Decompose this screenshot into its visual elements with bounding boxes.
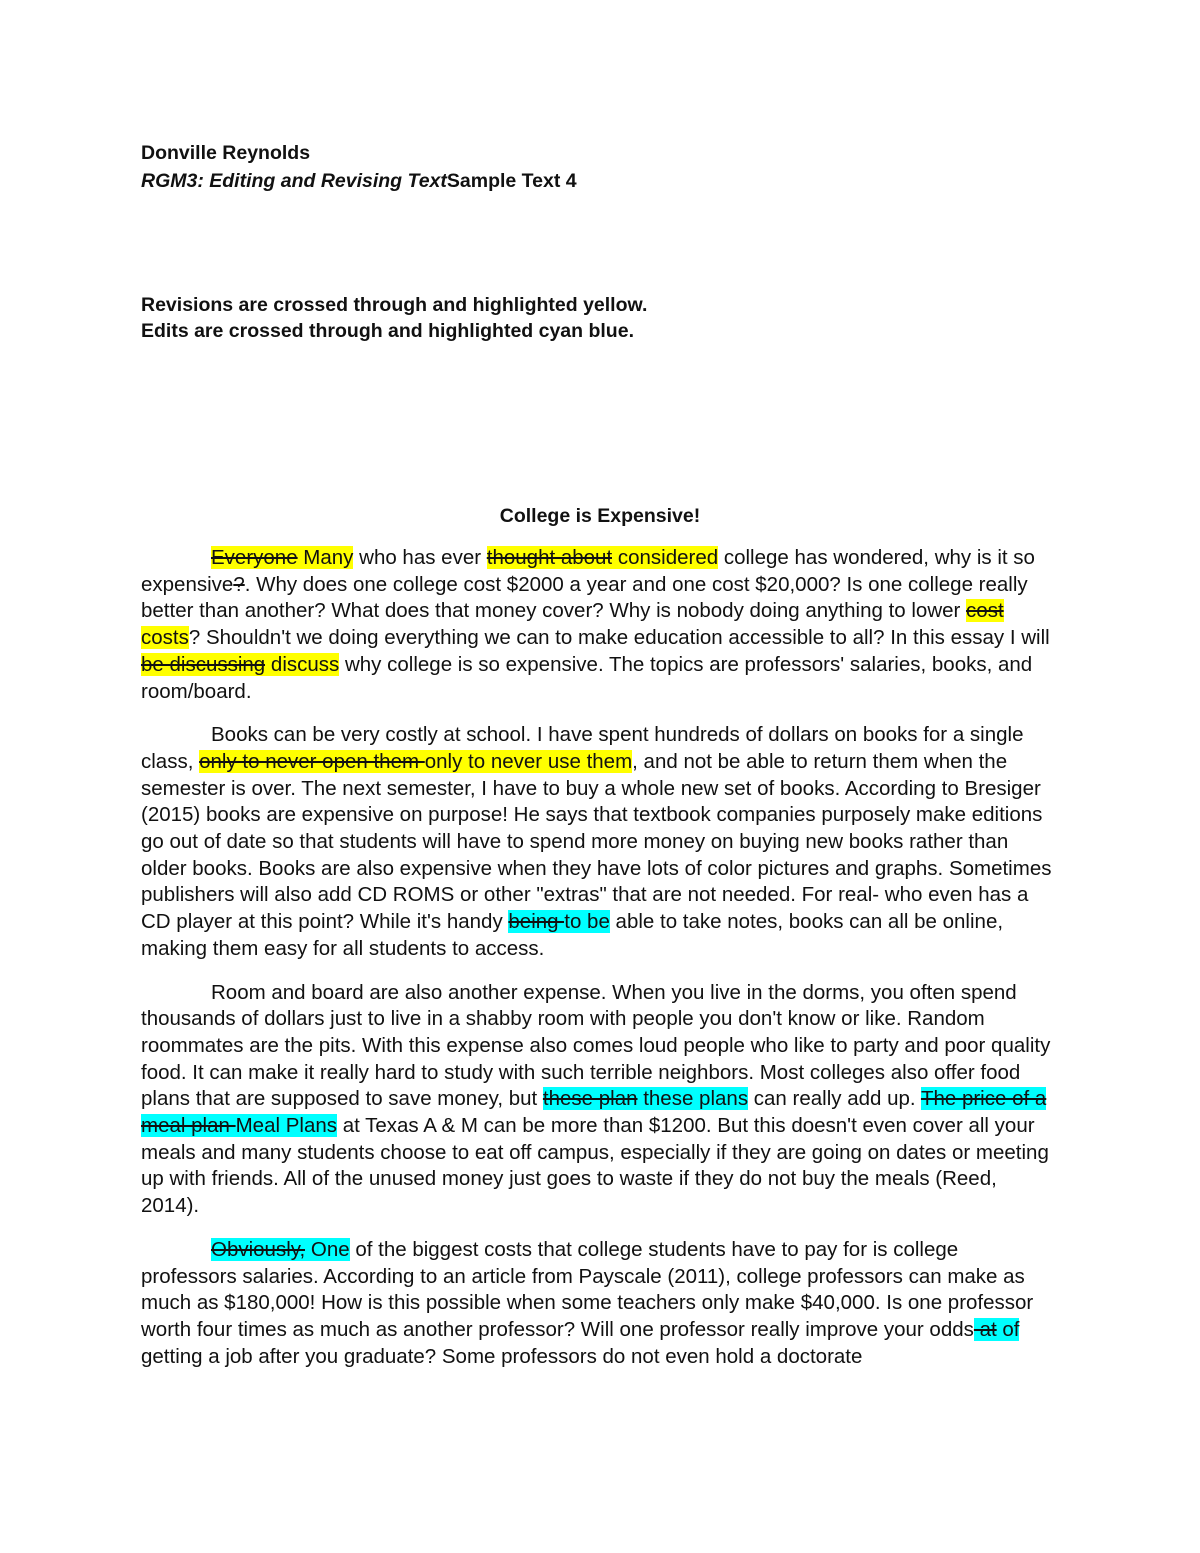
struck-highlight: at — [973, 1317, 997, 1341]
struck-highlight: Everyone — [211, 546, 298, 569]
text-run: Books can be very costly at school. I have spent hundreds of dollars on books for a single class, — [141, 723, 1024, 773]
struck-highlight: being — [508, 910, 565, 934]
struck-highlight: only to never open them — [199, 749, 425, 773]
text-run: ? Shouldn't we doing everything we can to make education accessible to all? In this essay I will — [188, 626, 1050, 650]
essay-title: College is Expensive! — [499, 505, 701, 527]
inserted-highlight: discuss — [265, 652, 340, 676]
struck-highlight: Obviously, — [211, 1237, 306, 1261]
text-run: , and not be able to return them when the semester is over. The next semester, I have to buy a whole new set of books. According to Bresiger (2015) books are expensive on purpose! He says that textbook companies purposely make editions go out of date so that students will have to spend more money on buying new books rather than older books. Books are also expensive when they have lots of color pictures and graphs. Sometimes publishers will also add CD ROMS or other "extras" that are not needed. For real- who even has a CD player at this point? While it's handy — [141, 749, 1052, 934]
inserted-highlight: these plans — [637, 1087, 749, 1111]
text-run: at Texas A & M can be more than $1200. But this doesn't even cover all your meals and many students choose to eat off campus, especially if they are going on dates or meeting up with friends. All of the unused money just goes to waste if they do not buy the meals (Reed, 2014). — [141, 1114, 1049, 1218]
edits-note: Edits are crossed through and highlighted cyan blue. — [141, 320, 634, 342]
text-run: why college is so expensive. The topics are professors' salaries, books, and room/board. — [141, 652, 1033, 703]
struck-highlight: The price of a meal plan — [141, 1087, 1047, 1138]
struck-highlight: thought about — [486, 546, 613, 569]
essay-body — [141, 545, 1059, 1387]
struck-highlight: cost — [966, 599, 1004, 623]
inserted-highlight: costs — [141, 626, 189, 650]
sample-label: Sample Text 4 — [446, 170, 577, 192]
paragraph-intro — [141, 545, 1059, 705]
inserted-highlight: One — [305, 1237, 350, 1261]
author-name: Donville Reynolds — [141, 142, 311, 164]
struck-highlight: be discussing — [141, 652, 266, 676]
inserted-highlight: of — [996, 1317, 1020, 1341]
struck-highlight: these plan — [542, 1087, 638, 1111]
text-run: Room and board are also another expense. When you live in the dorms, you often spend thousands of dollars just to live in a shabby room with people you don't know or like. Random roommates are the pits. With this expense also comes loud people who like to party and poor quality food. It can make it really hard to study with such terrible neighbors. Most colleges also offer food plans that are supposed to save money, but — [141, 980, 1051, 1111]
inserted-highlight: to be — [564, 910, 610, 934]
text-run: college has wondered, why is it so expensive — [141, 546, 1035, 596]
paragraph-books — [141, 722, 1059, 962]
course-line — [141, 170, 577, 193]
course-title: RGM3: Editing and Revising Text — [141, 170, 447, 192]
paragraph-room-board — [141, 980, 1059, 1220]
inserted-highlight: considered — [612, 546, 719, 569]
inserted-highlight: Meal Plans — [235, 1114, 338, 1138]
inserted-highlight: only to never use them — [424, 749, 633, 773]
text-run: can really add up. — [748, 1087, 921, 1111]
struck-text: ? — [233, 572, 245, 596]
inserted-highlight: Many — [297, 546, 354, 569]
text-run: able to take notes, books can all be online, making them easy for all students to access. — [141, 910, 1004, 960]
text-run: . Why does one college cost $2000 a year and one cost $20,000? Is one college really better than another? What does that money cover? Why is nobody doing anything to lower — [141, 572, 1028, 623]
text-run: who has ever — [353, 546, 487, 569]
text-run: of the biggest costs that college students have to pay for is college professors salaries. According to an article from Payscale (2011), college professors can make as much as $180,000! How is this possible when some teachers only make $40,000. Is one professor worth four times as much as another professor? Will one professor really improve your odds — [141, 1237, 1034, 1341]
paragraph-professors — [141, 1237, 1059, 1371]
revisions-note: Revisions are crossed through and highlighted yellow. — [141, 294, 648, 316]
text-run: getting a job after you graduate? Some professors do not even hold a doctorate — [141, 1344, 863, 1368]
